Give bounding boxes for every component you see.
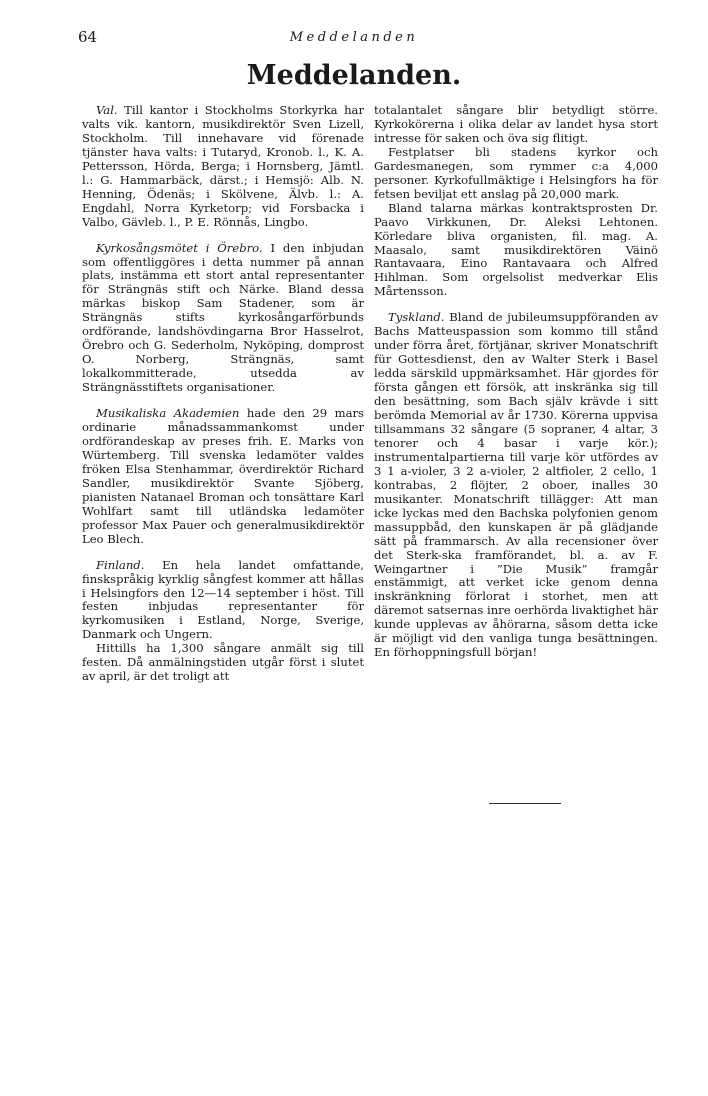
paragraph-lead: Kyrkosångsmötet i Örebro. — [96, 240, 263, 255]
paragraph-text: Bland de jubileumsuppföranden av Bachs Matteuspassion som kommo till stånd under förra året, förtjänar, skriver Monatschrift für Gottesdienst, den av Walter Sterk i Basel ledda särskild uppmärksamhet. Här gjordes för första gången ett försök, att inskränka sig till den besättning, som Bach själv krävde i sitt berömda Memorial av år 1730. Körerna uppvisa tillsammans 32 sångare (5 sopraner, 4 altar, 3 tenorer och 4 basar i varje kör.); instrumentalpartierna till varje kör utfördes av 3 1 a-violer, 3 2 a-violer, 2 altfioler, 2 cello, 1 kontrabas, 2 flöjter, 2 oboer, inalles 30 musikanter. Monatschrift tillägger: Att man icke lyckas med den Bachska polyfonien genom massuppbåd, den kunskapen är på glädjande sätt på frammarsch. Av alla recensioner över det Sterk-ska framförandet, bl. a. av F. Weingartner i ”Die Musik” framgår enstämmigt, att verket icke genom denna inskränkning förlorat i storhet, men att däremot satsernas inre oerhörda livaktighet här kunde upplevas av åhörarna, såsom detta icke är möjligt vid den vanliga tunga besättningen. En förhoppningsfull början! — [374, 310, 658, 660]
paragraph-lead: Finland. — [96, 557, 145, 572]
left-column — [82, 104, 364, 696]
paragraph-musikaliska-akademien — [82, 407, 364, 547]
paragraph-lead: Tyskland. — [388, 310, 445, 325]
paragraph-talarna — [374, 202, 658, 300]
paragraph-val — [82, 104, 364, 230]
paragraph-festplatser — [374, 146, 658, 202]
paragraph-finland — [82, 559, 364, 643]
paragraph-lead: Val. — [96, 103, 118, 117]
paragraph-text: Hittills ha 1,300 sångare anmält sig till festen. Då anmälningstiden utgår först i slutet av april, är det troligt att — [82, 641, 364, 684]
paragraph-text: hade den 29 mars ordinarie månadssammankomst under ordförandeskap av preses frih. E. Marks von Würtemberg. Till svenska ledamöter valdes fröken Elsa Stenhammar, överdirektör Richard Sandler, musikdirektör Svante Sjöberg, pianisten Natanael Broman och tonsättare Karl Wohlfart samt till utländska ledamöter professor Max Pauer och generalmusikdirektör Leo Blech. — [82, 406, 364, 546]
paragraph-text: Bland talarna märkas kontraktsprosten Dr. Paavo Virkkunen, Dr. Aleksi Lehtonen. Körledare bliva organisten, fil. mag. A. Maasalo, samt musikdirektören Väinö Rantavaara, Eino Rantavaara och Alfred Hihlman. Som orgelsolist medverkar Elis Mårtensson. — [374, 200, 658, 299]
right-column — [374, 104, 658, 672]
paragraph-text: I den inbjudan som offentliggöres i detta nummer på annan plats, instämma ett stort antal representanter för Strängnäs stift och Närke. Bland dessa märkas biskop Sam Stadener, som är Strängnäs stifts kyrkosångarförbunds ordförande, landshövdingarna Bror Hasselrot, Örebro och G. Sederholm, Nyköping, domprost O. Norberg, Strängnäs, samt lokalkommitterade, utsedda av Strängnässtiftets organisationer. — [82, 240, 364, 395]
paragraph-kyrkosangsmotet — [82, 242, 364, 395]
paragraph-finland-cont-2 — [374, 104, 658, 146]
paragraph-lead: Musikaliska Akademien — [96, 406, 240, 421]
paragraph-text: Till kantor i Stockholms Storkyrka har valts vik. kantorn, musikdirektör Sven Lizell, Stockholm. Till innehavare vid förenade tjänster hava valts: i Tutaryd, Kronob. l., K. A. Pettersson, Hörda, Berga; i Hornsberg, Jämtl. l.: G. Hammarbäck, därst.; i Hemsjö: Alb. N. Henning, Ödenäs; i Skölvene, Älvb. l.: A. Engdahl, Norra Kyrketorp; vid Forsbacka i Valbo, Gävleb. l., P. E. Rönnås, Lingbo. — [82, 103, 364, 229]
paragraph-finland-cont — [82, 642, 364, 684]
running-head: Meddelanden — [289, 30, 419, 45]
section-end-rule — [489, 803, 561, 804]
paragraph-text: Festplatser bli stadens kyrkor och Gardesmanegen, som rymmer c:a 4,000 personer. Kyrkofullmäktige i Helsingfors ha för fetsen beviljat ett anslag på 20,000 mark. — [374, 144, 658, 201]
paragraph-text: totalantalet sångare blir betydligt större. Kyrkokörerna i olika delar av landet hysa stort intresse för saken och öva sig flitigt. — [374, 103, 658, 145]
page-number: 64 — [78, 28, 98, 46]
page-title: Meddelanden. — [246, 60, 462, 91]
paragraph-text: En hela landet omfattande, finskspråkig kyrklig sångfest kommer att hållas i Helsingfors den 12—14 september i höst. Till festen inbjudas representanter för kyrkomusiken i Estland, Norge, Sverige, Danmark och Ungern. — [82, 557, 364, 642]
paragraph-tyskland — [374, 311, 658, 660]
